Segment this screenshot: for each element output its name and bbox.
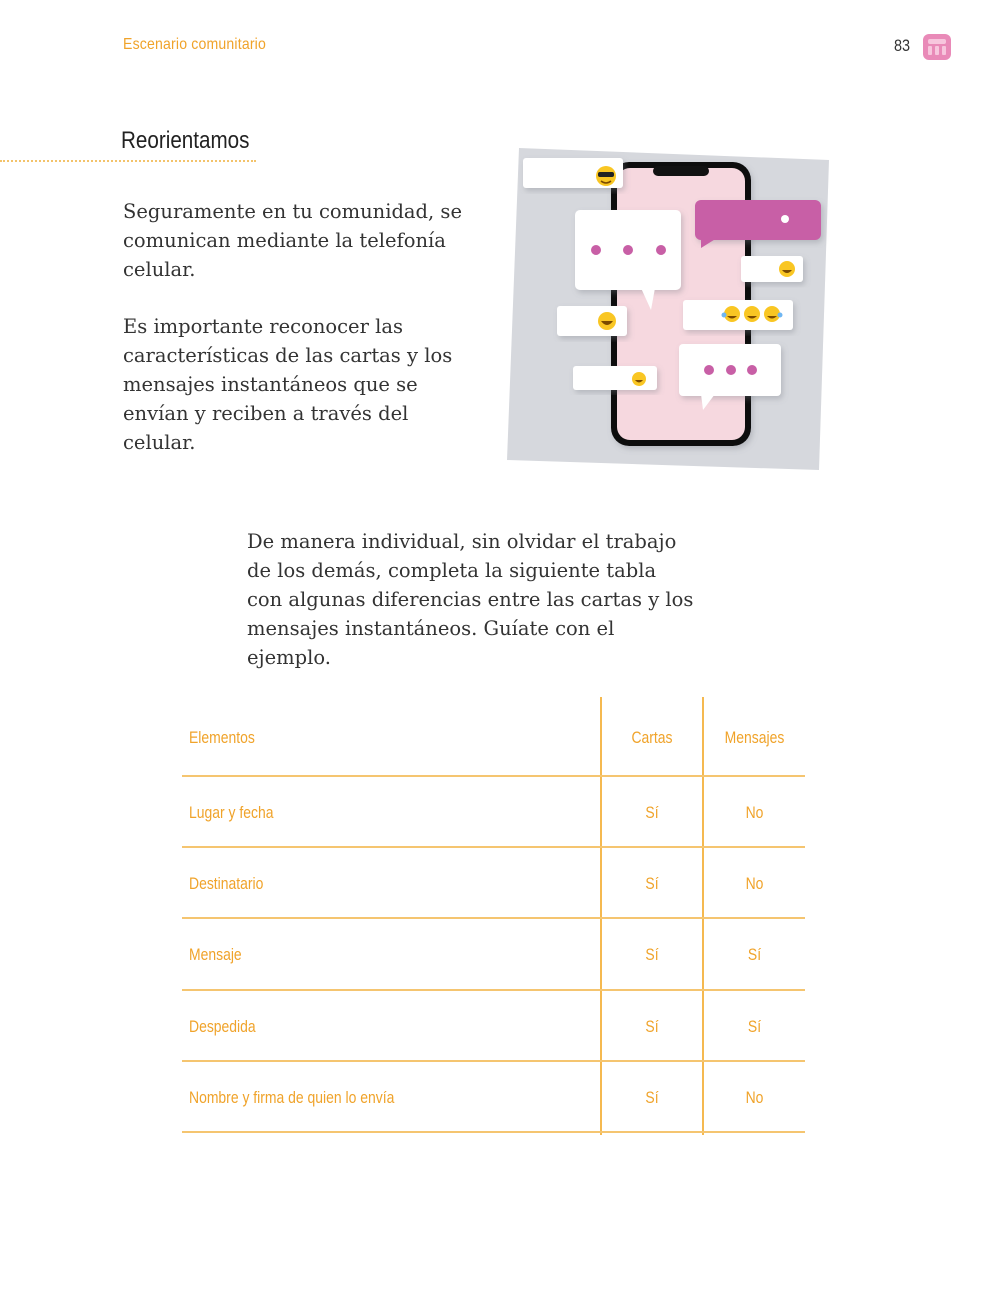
table-cell-cartas: Sí	[645, 1017, 659, 1036]
table-row-element: Mensaje	[189, 945, 242, 964]
table-row-element: Lugar y fecha	[189, 803, 274, 822]
section-header: Escenario comunitario	[123, 36, 266, 53]
header-mensajes: Mensajes	[724, 728, 785, 747]
activity-instructions: De manera individual, sin olvidar el trabajo de los demás, completa la siguiente tabla con algunas diferencias entre las cartas y los mensajes instantáneos. Guíate con el ejemplo.	[247, 530, 694, 669]
table-cell-mensajes: No	[745, 874, 764, 893]
title-divider	[0, 160, 256, 162]
section-title: Reorientamos	[121, 127, 250, 154]
header-cartas: Cartas	[631, 728, 673, 747]
row-divider	[182, 1131, 805, 1133]
table-cell-mensajes: No	[745, 803, 764, 822]
row-divider	[182, 775, 805, 777]
grin-emoji-icon	[779, 261, 795, 277]
table-cell-mensajes: Sí	[747, 1017, 762, 1036]
header-elementos: Elementos	[189, 728, 255, 747]
joy-emoji-icon	[724, 306, 740, 322]
table-cell-mensajes: Sí	[747, 945, 762, 964]
smile-emoji-icon	[632, 372, 646, 386]
column-divider	[702, 697, 704, 1135]
page-number: 83	[894, 36, 911, 55]
table-row-element: Destinatario	[189, 874, 264, 893]
table-cell-cartas: Sí	[645, 874, 659, 893]
row-divider	[182, 1060, 805, 1062]
table-row-element: Despedida	[189, 1017, 256, 1036]
differences-table	[182, 697, 805, 1135]
table-cell-cartas: Sí	[645, 803, 659, 822]
table-cell-cartas: Sí	[645, 1088, 659, 1107]
community-section-icon	[922, 33, 952, 61]
column-divider	[600, 697, 602, 1135]
row-divider	[182, 846, 805, 848]
phone-chat-illustration	[505, 148, 831, 472]
table-cell-mensajes: No	[745, 1088, 764, 1107]
row-divider	[182, 989, 805, 991]
row-divider	[182, 917, 805, 919]
importance-paragraph: Es importante reconocer las características de las cartas y los mensajes instantáneos que se envían y reciben a través del celular.	[123, 315, 453, 454]
table-row-element: Nombre y firma de quien lo envía	[189, 1088, 395, 1107]
intro-paragraph: Seguramente en tu comunidad, se comunican mediante la telefonía celular.	[123, 200, 462, 281]
table-cell-cartas: Sí	[645, 945, 659, 964]
